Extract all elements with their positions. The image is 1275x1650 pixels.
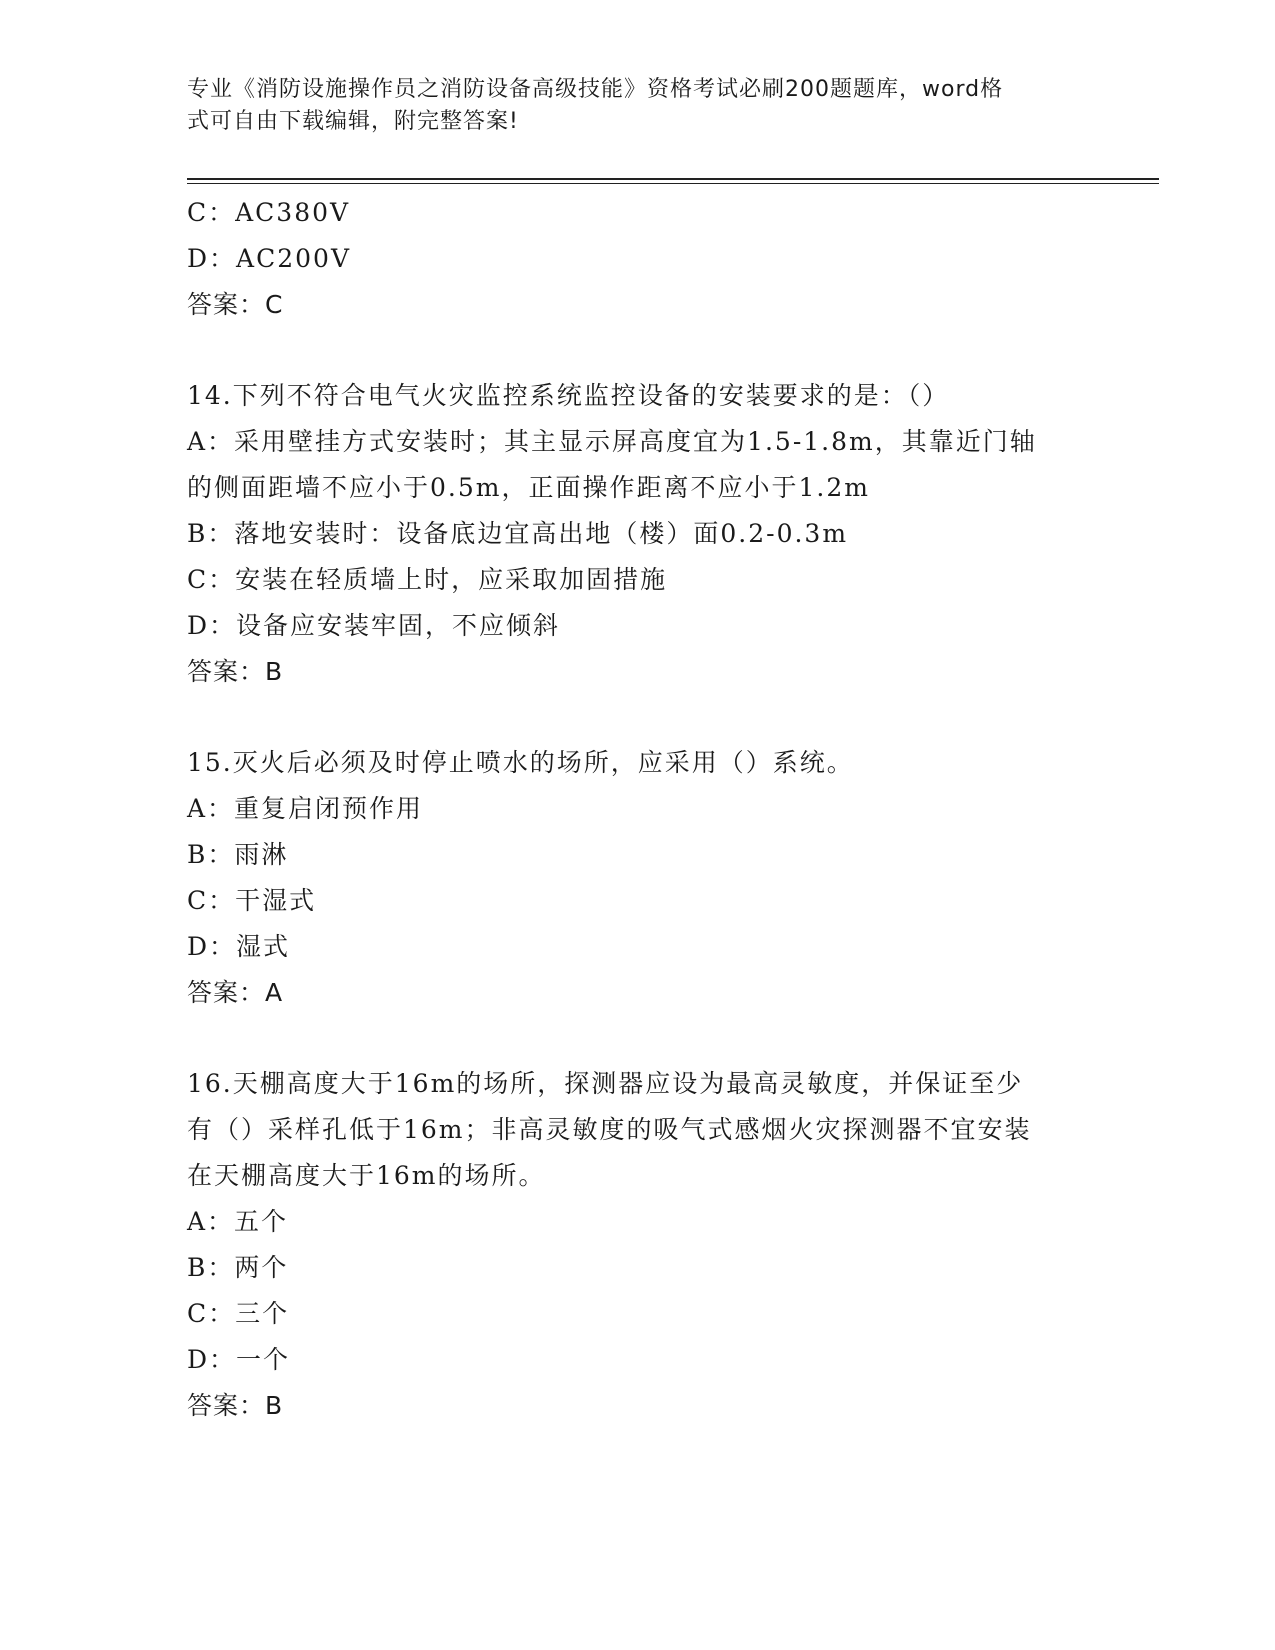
option-b: B：落地安装时：设备底边宜高出地（楼）面0.2-0.3m [187,519,849,548]
answer-line: 答案：B [187,657,284,686]
option-c: C：三个 [187,1299,290,1328]
option-a: A：采用壁挂方式安装时；其主显示屏高度宜为1.5-1.8m，其靠近门轴 [187,427,1037,456]
question-stem-line-3: 在天棚高度大于16m的场所。 [187,1161,546,1190]
option-a: A：重复启闭预作用 [187,794,424,823]
option-d: D：设备应安装牢固，不应倾斜 [187,611,561,640]
question-content [187,190,1087,1429]
option-a: A：五个 [187,1207,289,1236]
option-d: D：一个 [187,1345,291,1374]
spacer [187,328,1087,373]
header-rule-thick [187,178,1159,180]
question-13-fragment [187,190,1087,328]
option-c: C：干湿式 [187,886,317,915]
option-b: B：雨淋 [187,840,289,869]
document-header [187,74,1087,138]
option-c: C：安装在轻质墙上时，应采取加固措施 [187,565,668,594]
answer-line: 答案：A [187,978,284,1007]
spacer [187,695,1087,740]
option-d: D：湿式 [187,932,291,961]
question-16 [187,1061,1087,1429]
answer-line: 答案：B [187,1391,284,1420]
question-stem: 15.灭火后必须及时停止喷水的场所，应采用（）系统。 [187,748,854,777]
option-b: B：两个 [187,1253,289,1282]
question-15 [187,740,1087,1016]
option-a-continued: 的侧面距墙不应小于0.5m，正面操作距离不应小于1.2m [187,473,870,502]
question-14 [187,373,1087,695]
option-d: D：AC200V [187,244,351,273]
header-line-2: 式可自由下载编辑，附完整答案! [187,109,519,134]
option-c: C：AC380V [187,198,351,227]
question-stem: 14.下列不符合电气火灾监控系统监控设备的安装要求的是：（） [187,381,950,410]
header-rule-thin [187,183,1159,184]
spacer [187,1016,1087,1061]
answer-line: 答案：C [187,290,284,319]
header-line-1: 专业《消防设施操作员之消防设备高级技能》资格考试必刷200题题库，word格 [187,77,1004,102]
question-stem-line-2: 有（）采样孔低于16m；非高灵敏度的吸气式感烟火灾探测器不宜安装 [187,1115,1032,1144]
question-stem-line-1: 16.天棚高度大于16m的场所，探测器应设为最高灵敏度，并保证至少 [187,1069,1024,1098]
